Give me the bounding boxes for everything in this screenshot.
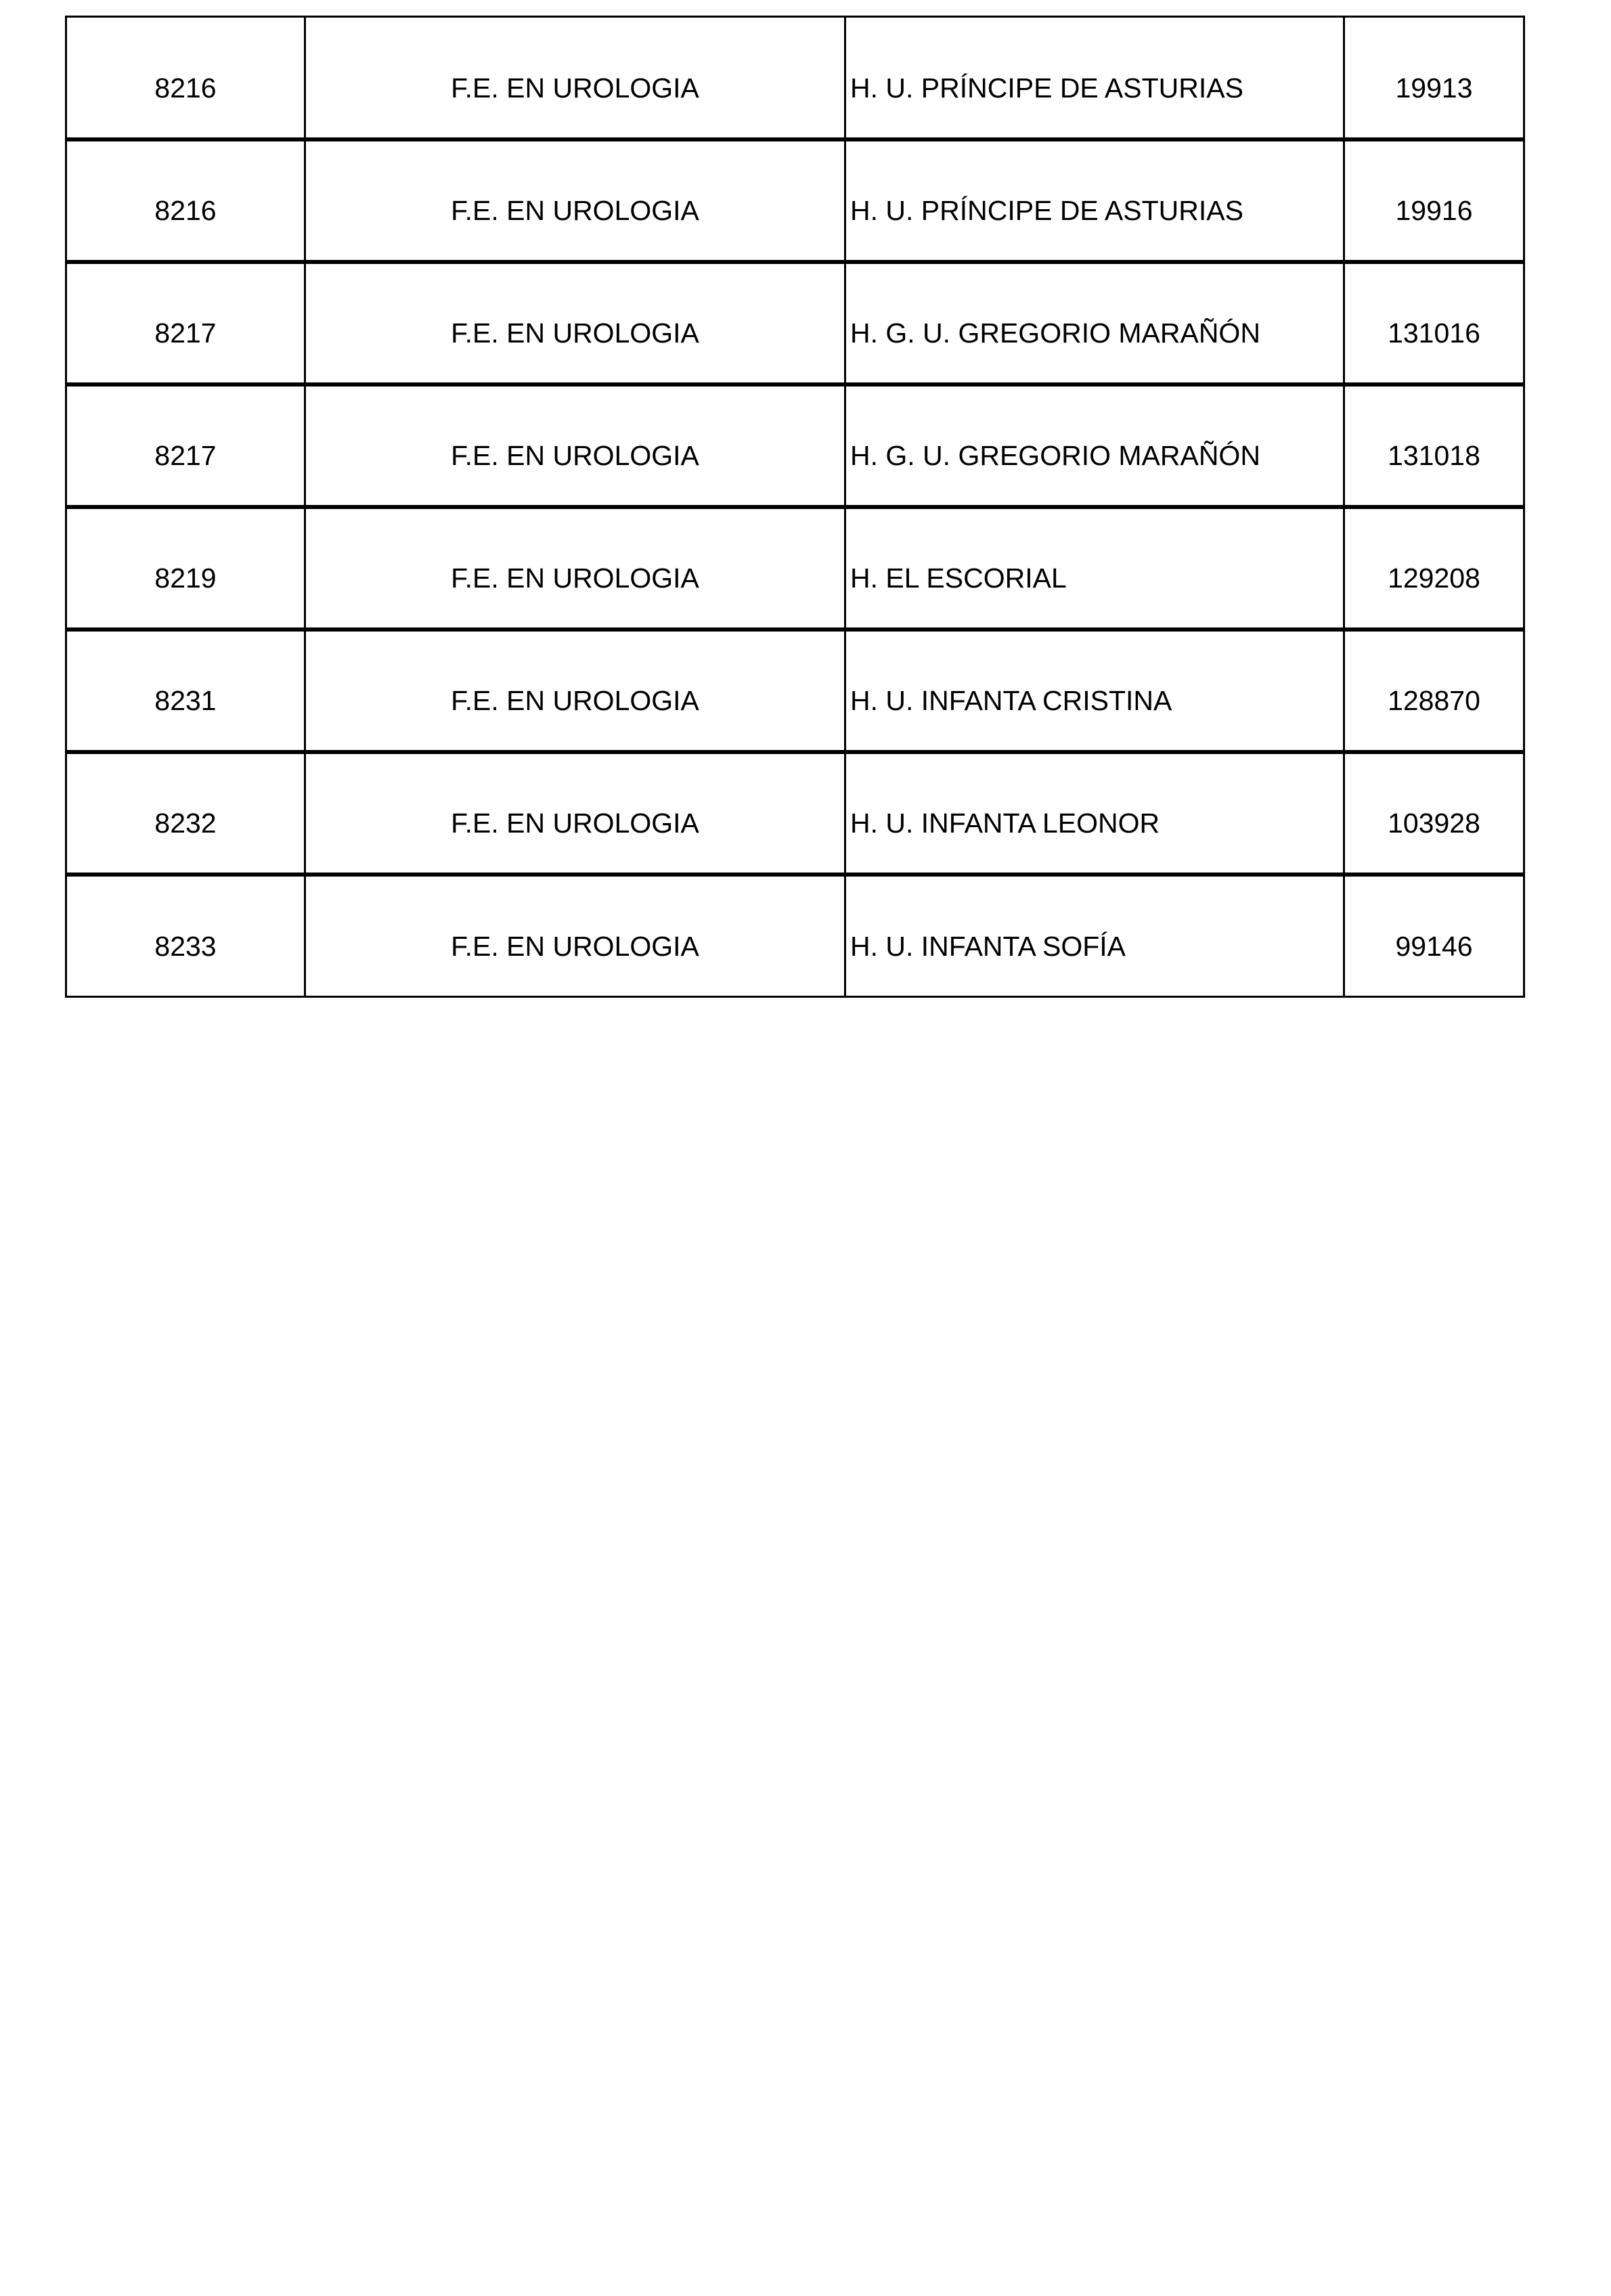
- cell-number: 129208: [1344, 507, 1524, 630]
- cell-hospital: H. G. U. GREGORIO MARAÑÓN: [845, 262, 1344, 384]
- cell-code: 8231: [66, 630, 305, 752]
- cell-code: 8216: [66, 17, 305, 139]
- cell-hospital: H. U. INFANTA SOFÍA: [845, 875, 1344, 997]
- cell-code: 8233: [66, 875, 305, 997]
- cell-number: 19913: [1344, 17, 1524, 139]
- cell-hospital: H. EL ESCORIAL: [845, 507, 1344, 630]
- table-row: [66, 875, 1524, 997]
- cell-hospital: H. G. U. GREGORIO MARAÑÓN: [845, 384, 1344, 507]
- cell-hospital: H. U. INFANTA LEONOR: [845, 752, 1344, 875]
- assignment-table: [65, 16, 1525, 998]
- cell-specialty: F.E. EN UROLOGIA: [305, 139, 845, 262]
- cell-number: 131018: [1344, 384, 1524, 507]
- cell-code: 8232: [66, 752, 305, 875]
- cell-hospital: H. U. INFANTA CRISTINA: [845, 630, 1344, 752]
- cell-code: 8216: [66, 139, 305, 262]
- cell-number: 103928: [1344, 752, 1524, 875]
- cell-specialty: F.E. EN UROLOGIA: [305, 17, 845, 139]
- cell-hospital: H. U. PRÍNCIPE DE ASTURIAS: [845, 139, 1344, 262]
- table-row: [66, 507, 1524, 630]
- cell-code: 8217: [66, 384, 305, 507]
- cell-number: 131016: [1344, 262, 1524, 384]
- cell-number: 99146: [1344, 875, 1524, 997]
- cell-code: 8219: [66, 507, 305, 630]
- cell-specialty: F.E. EN UROLOGIA: [305, 384, 845, 507]
- cell-hospital: H. U. PRÍNCIPE DE ASTURIAS: [845, 17, 1344, 139]
- cell-code: 8217: [66, 262, 305, 384]
- cell-specialty: F.E. EN UROLOGIA: [305, 507, 845, 630]
- cell-number: 128870: [1344, 630, 1524, 752]
- table-row: [66, 384, 1524, 507]
- table-row: [66, 630, 1524, 752]
- cell-specialty: F.E. EN UROLOGIA: [305, 752, 845, 875]
- table-row: [66, 17, 1524, 139]
- cell-specialty: F.E. EN UROLOGIA: [305, 262, 845, 384]
- cell-specialty: F.E. EN UROLOGIA: [305, 630, 845, 752]
- table-row: [66, 752, 1524, 875]
- assignment-table-body: [66, 17, 1524, 997]
- table-row: [66, 262, 1524, 384]
- cell-number: 19916: [1344, 139, 1524, 262]
- cell-specialty: F.E. EN UROLOGIA: [305, 875, 845, 997]
- table-row: [66, 139, 1524, 262]
